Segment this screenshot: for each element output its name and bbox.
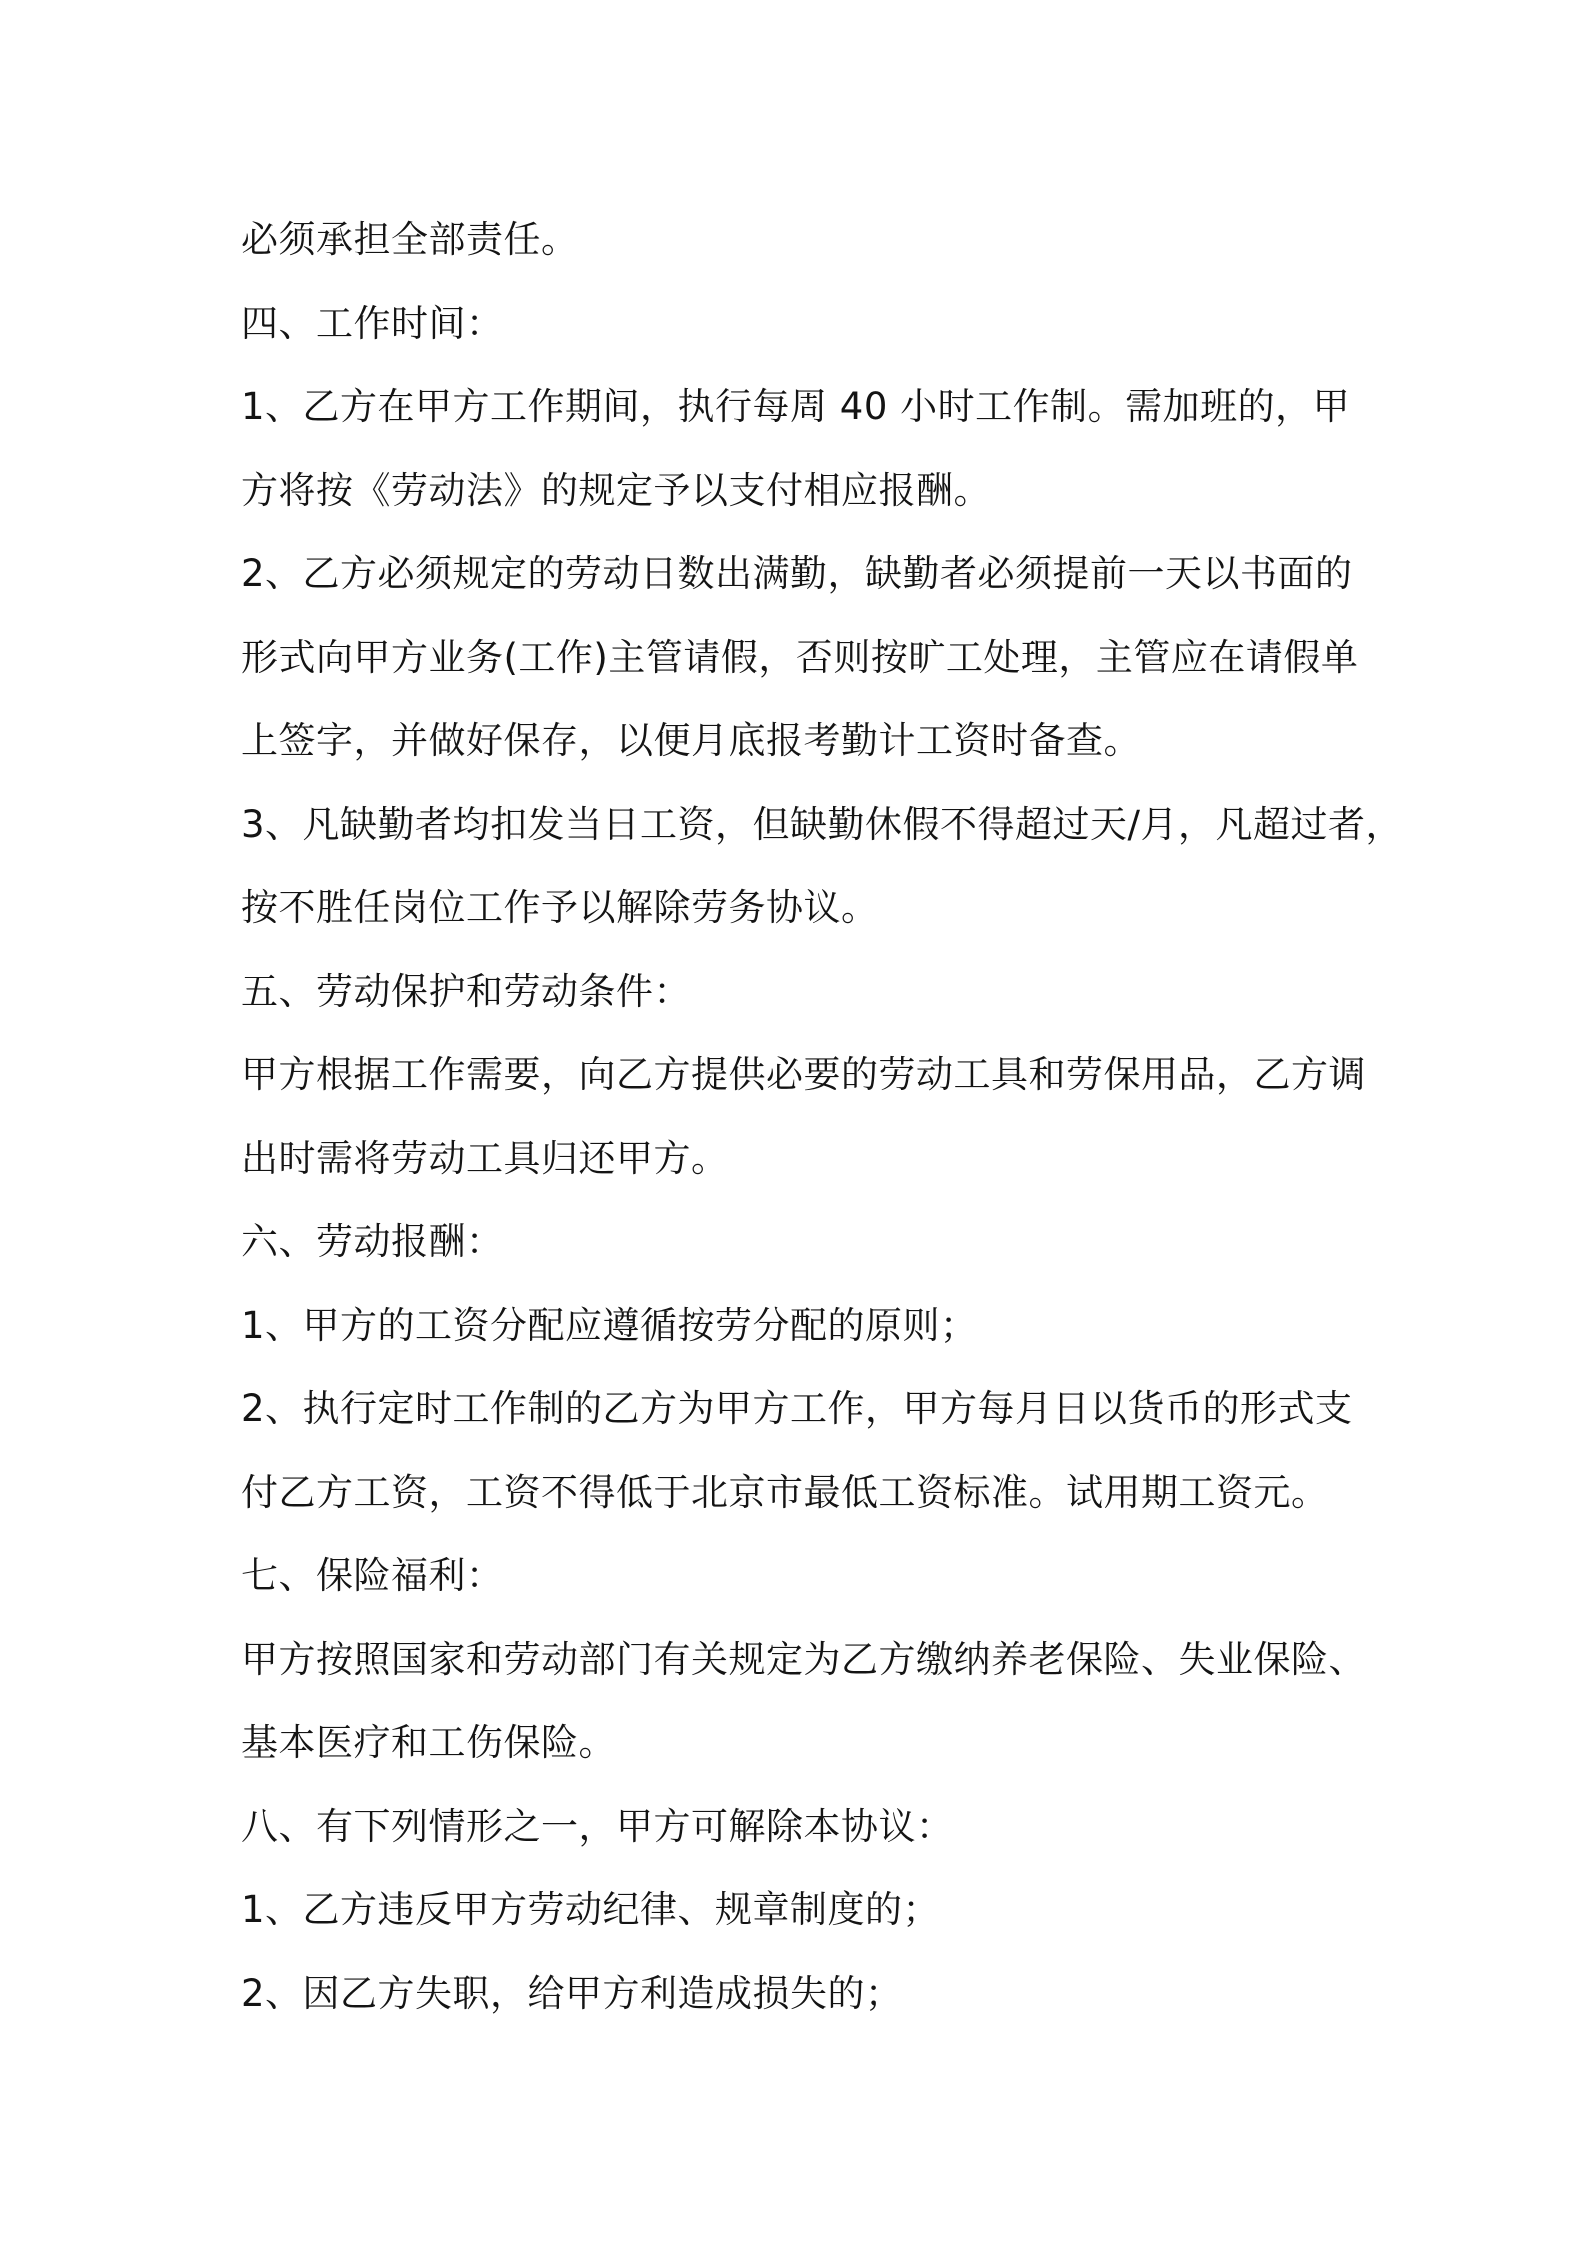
text-line: 甲方按照国家和劳动部门有关规定为乙方缴纳养老保险、失业保险、	[241, 1637, 1366, 1681]
section-heading: 六、劳动报酬：	[241, 1220, 504, 1263]
text-line: 基本医疗和工伤保险。	[241, 1721, 616, 1764]
text-line: 2、因乙方失职，给甲方利造成损失的；	[241, 1971, 903, 2015]
text-line: 形式向甲方业务(工作)主管请假，否则按旷工处理，主管应在请假单	[241, 635, 1359, 679]
document-body	[241, 198, 1404, 2035]
text-line: 3、凡缺勤者均扣发当日工资，但缺勤休假不得超过天/月，凡超过者，	[241, 802, 1404, 846]
text-line: 2、执行定时工作制的乙方为甲方工作，甲方每月日以货币的形式支	[241, 1387, 1353, 1430]
text-line: 付乙方工资，工资不得低于北京市最低工资标准。试用期工资元。	[241, 1470, 1329, 1514]
section-heading: 五、劳动保护和劳动条件：	[241, 969, 691, 1013]
section-heading: 四、工作时间：	[241, 301, 504, 345]
text-line: 按不胜任岗位工作予以解除劳务协议。	[241, 886, 879, 929]
text-line: 出时需将劳动工具归还甲方。	[241, 1136, 729, 1180]
text-line: 1、乙方违反甲方劳动纪律、规章制度的；	[241, 1888, 941, 1931]
text-line: 1、甲方的工资分配应遵循按劳分配的原则；	[241, 1303, 978, 1347]
text-line: 方将按《劳动法》的规定予以支付相应报酬。	[241, 468, 991, 512]
section-heading: 七、保险福利：	[241, 1554, 504, 1597]
text-line: 1、乙方在甲方工作期间，执行每周 40 小时工作制。需加班的，甲	[241, 385, 1351, 428]
text-line: 必须承担全部责任。	[241, 218, 579, 261]
section-heading: 八、有下列情形之一，甲方可解除本协议：	[241, 1804, 954, 1848]
text-line: 上签字，并做好保存，以便月底报考勤计工资时备查。	[241, 719, 1141, 762]
text-line: 甲方根据工作需要，向乙方提供必要的劳动工具和劳保用品，乙方调	[241, 1053, 1366, 1096]
text-line: 2、乙方必须规定的劳动日数出满勤，缺勤者必须提前一天以书面的	[241, 552, 1353, 595]
